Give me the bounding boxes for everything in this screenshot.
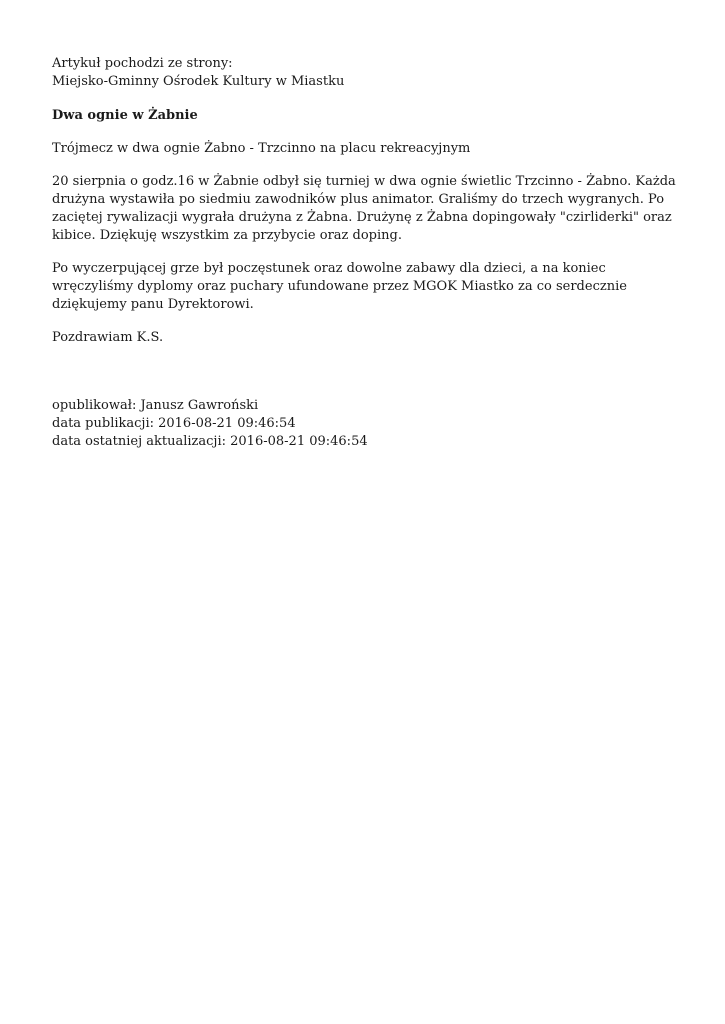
article-lead: Trójmecz w dwa ognie Żabno - Trzcinno na placu rekreacyjnym bbox=[52, 141, 471, 156]
last-update-date: data ostatniej aktualizacji: 2016-08-21 09:46:54 bbox=[52, 434, 368, 449]
source-attribution bbox=[52, 55, 682, 91]
article-paragraph: 20 sierpnia o godz.16 w Żabnie odbył się turniej w dwa ognie świetlic Trzcinno - Żabno. Każda drużyna wystawiła po siedmiu zawodników plus animator. Graliśmy do trzech wygranych. Po zaciętej rywalizacji wygrała drużyna z Żabna. Drużynę z Żabna dopingowały "czirliderki" oraz kibice. Dziękuję wszystkim za przybycie oraz doping. bbox=[52, 174, 676, 243]
published-by: opublikował: Janusz Gawroński bbox=[52, 398, 259, 413]
article-paragraph: Po wyczerpującej grze był poczęstunek oraz dowolne zabawy dla dzieci, a na koniec wręczyliśmy dyplomy oraz puchary ufundowane przez MGOK Miastko za co serdecznie dziękujemy panu Dyrektorowi. bbox=[52, 261, 627, 312]
article-signature: Pozdrawiam K.S. bbox=[52, 330, 164, 345]
publication-date: data publikacji: 2016-08-21 09:46:54 bbox=[52, 416, 296, 431]
article-title: Dwa ognie w Żabnie bbox=[52, 108, 198, 123]
document-page bbox=[52, 55, 682, 451]
source-intro: Artykuł pochodzi ze strony: bbox=[52, 56, 233, 71]
source-site-name: Miejsko-Gminny Ośrodek Kultury w Miastku bbox=[52, 74, 345, 89]
publication-meta bbox=[52, 397, 682, 451]
